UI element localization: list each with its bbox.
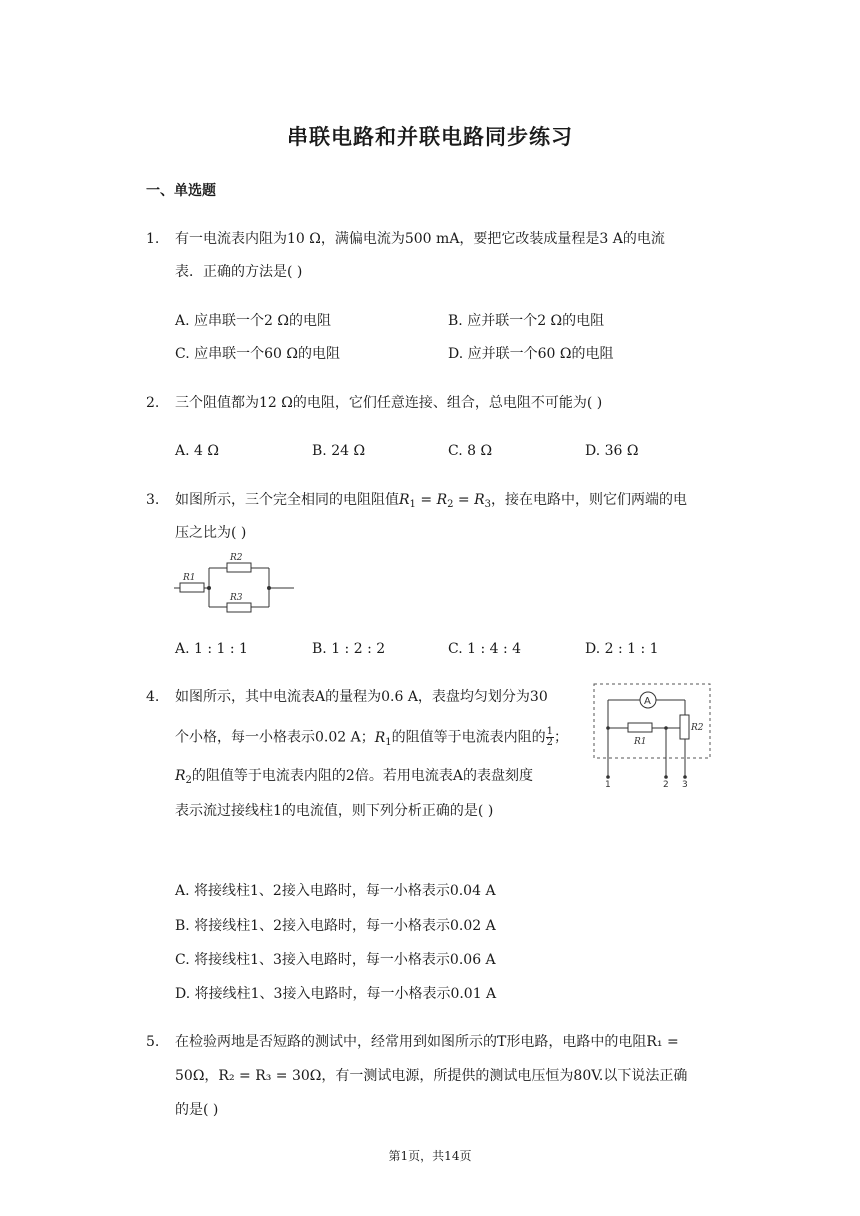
question-5-line-3: 的是( ) <box>175 1102 219 1118</box>
question-4-option-c[interactable]: C. 将接线柱1、3接入电路时，每一小格表示0.06 A <box>175 952 496 968</box>
question-2-option-d[interactable]: D. 36 Ω <box>585 443 639 459</box>
question-4-symbol-r2: $R_2$ <box>175 768 192 786</box>
page-footer: 第1页，共14页 <box>388 1149 472 1163</box>
figure-4-label-r1: R1 <box>634 737 647 747</box>
question-4-text-a: 个小格，每一小格表示0.02 A； <box>175 729 375 746</box>
question-2-option-c[interactable]: C. 8 Ω <box>448 443 493 459</box>
figure-3-label-r1: R1 <box>183 573 196 583</box>
question-4-line-3 <box>175 766 533 791</box>
question-1-option-c[interactable]: C. 应串联一个60 Ω的电阻 <box>175 346 340 362</box>
question-5-line-1: 在检验两地是否短路的测试中，经常用到如图所示的T形电路，电路中的电阻R₁ = <box>175 1034 679 1050</box>
question-4-fraction: $\frac{1}{2}$ <box>546 726 554 748</box>
question-1-option-d[interactable]: D. 应并联一个60 Ω的电阻 <box>448 346 614 362</box>
question-3-text-b: ，接在电路中，则它们两端的电 <box>491 492 688 508</box>
question-4-option-a[interactable]: A. 将接线柱1、2接入电路时，每一小格表示0.04 A <box>175 883 496 899</box>
question-2-option-b[interactable]: B. 24 Ω <box>312 443 366 459</box>
question-4-option-b[interactable]: B. 将接线柱1、2接入电路时，每一小格表示0.02 A <box>175 918 496 934</box>
question-4-number: 4. <box>146 689 160 705</box>
question-3-option-d[interactable]: D. 2 : 1 : 1 <box>585 641 659 657</box>
question-4-text-c: 的阻值等于电流表内阻的2倍。若用电流表A的表盘刻度 <box>191 768 533 784</box>
question-3-line-1 <box>175 490 687 515</box>
question-3-circuit-figure <box>172 548 297 614</box>
question-1-number: 1. <box>146 231 160 247</box>
question-1-line-2: 表．正确的方法是( ) <box>175 264 303 280</box>
question-3-line-2: 压之比为( ) <box>175 525 247 541</box>
question-4-line-2: 个小格，每一小格表示0.02 A；$R_1$的阻值等于电流表内阻的 $\frac{1}{2}$ ； <box>175 726 569 748</box>
figure-4-label-r2: R2 <box>691 723 704 733</box>
section-heading: 一、单选题 <box>146 183 216 199</box>
question-2-number: 2. <box>146 395 160 411</box>
question-3-option-c[interactable]: C. 1 : 4 : 4 <box>448 641 522 657</box>
figure-4-terminal-3: 3 <box>682 780 688 788</box>
question-1-option-a[interactable]: A. 应串联一个2 Ω的电阻 <box>175 313 331 329</box>
question-2-line-1: 三个阻值都为12 Ω的电阻，它们任意连接、组合，总电阻不可能为( ) <box>175 395 603 411</box>
figure-4-label-ammeter: A <box>644 696 651 707</box>
question-5-line-2: 50Ω，R₂ = R₃ = 30Ω，有一测试电源，所提供的测试电压恒为80V.以下说法正确 <box>175 1068 688 1084</box>
question-4-line-1: 如图所示，其中电流表A的量程为0.6 A，表盘均匀划分为30 <box>175 689 548 705</box>
page-title: 串联电路和并联电路同步练习 <box>287 125 573 149</box>
figure-3-label-r2: R2 <box>230 553 243 563</box>
question-3-option-b[interactable]: B. 1 : 2 : 2 <box>312 641 386 657</box>
question-1-option-b[interactable]: B. 应并联一个2 Ω的电阻 <box>448 313 605 329</box>
question-1-line-1: 有一电流表内阻为10 Ω，满偏电流为500 mA，要把它改装成量程是3 A的电流 <box>175 231 665 247</box>
figure-4-terminal-2: 2 <box>663 780 669 788</box>
question-4-symbol-r1: $R_1$ <box>374 729 392 748</box>
question-4-option-d[interactable]: D. 将接线柱1、3接入电路时，每一小格表示0.01 A <box>175 986 497 1002</box>
question-4-line-4: 表示流过接线柱1的电流值，则下列分析正确的是( ) <box>175 803 494 819</box>
question-2-option-a[interactable]: A. 4 Ω <box>175 443 219 459</box>
question-3-formula: $R_1 = R_2 = R_3$ <box>399 492 492 510</box>
question-4-circuit-figure <box>590 680 715 788</box>
question-3-option-a[interactable]: A. 1 : 1 : 1 <box>175 641 248 657</box>
question-5-number: 5. <box>146 1034 160 1050</box>
question-3-text-a: 如图所示，三个完全相同的电阻阻值 <box>175 492 399 508</box>
figure-3-label-r3: R3 <box>230 593 243 603</box>
question-3-number: 3. <box>146 492 160 508</box>
question-4-text-b: 的阻值等于电流表内阻的 <box>391 729 546 746</box>
figure-4-terminal-1: 1 <box>605 780 611 788</box>
